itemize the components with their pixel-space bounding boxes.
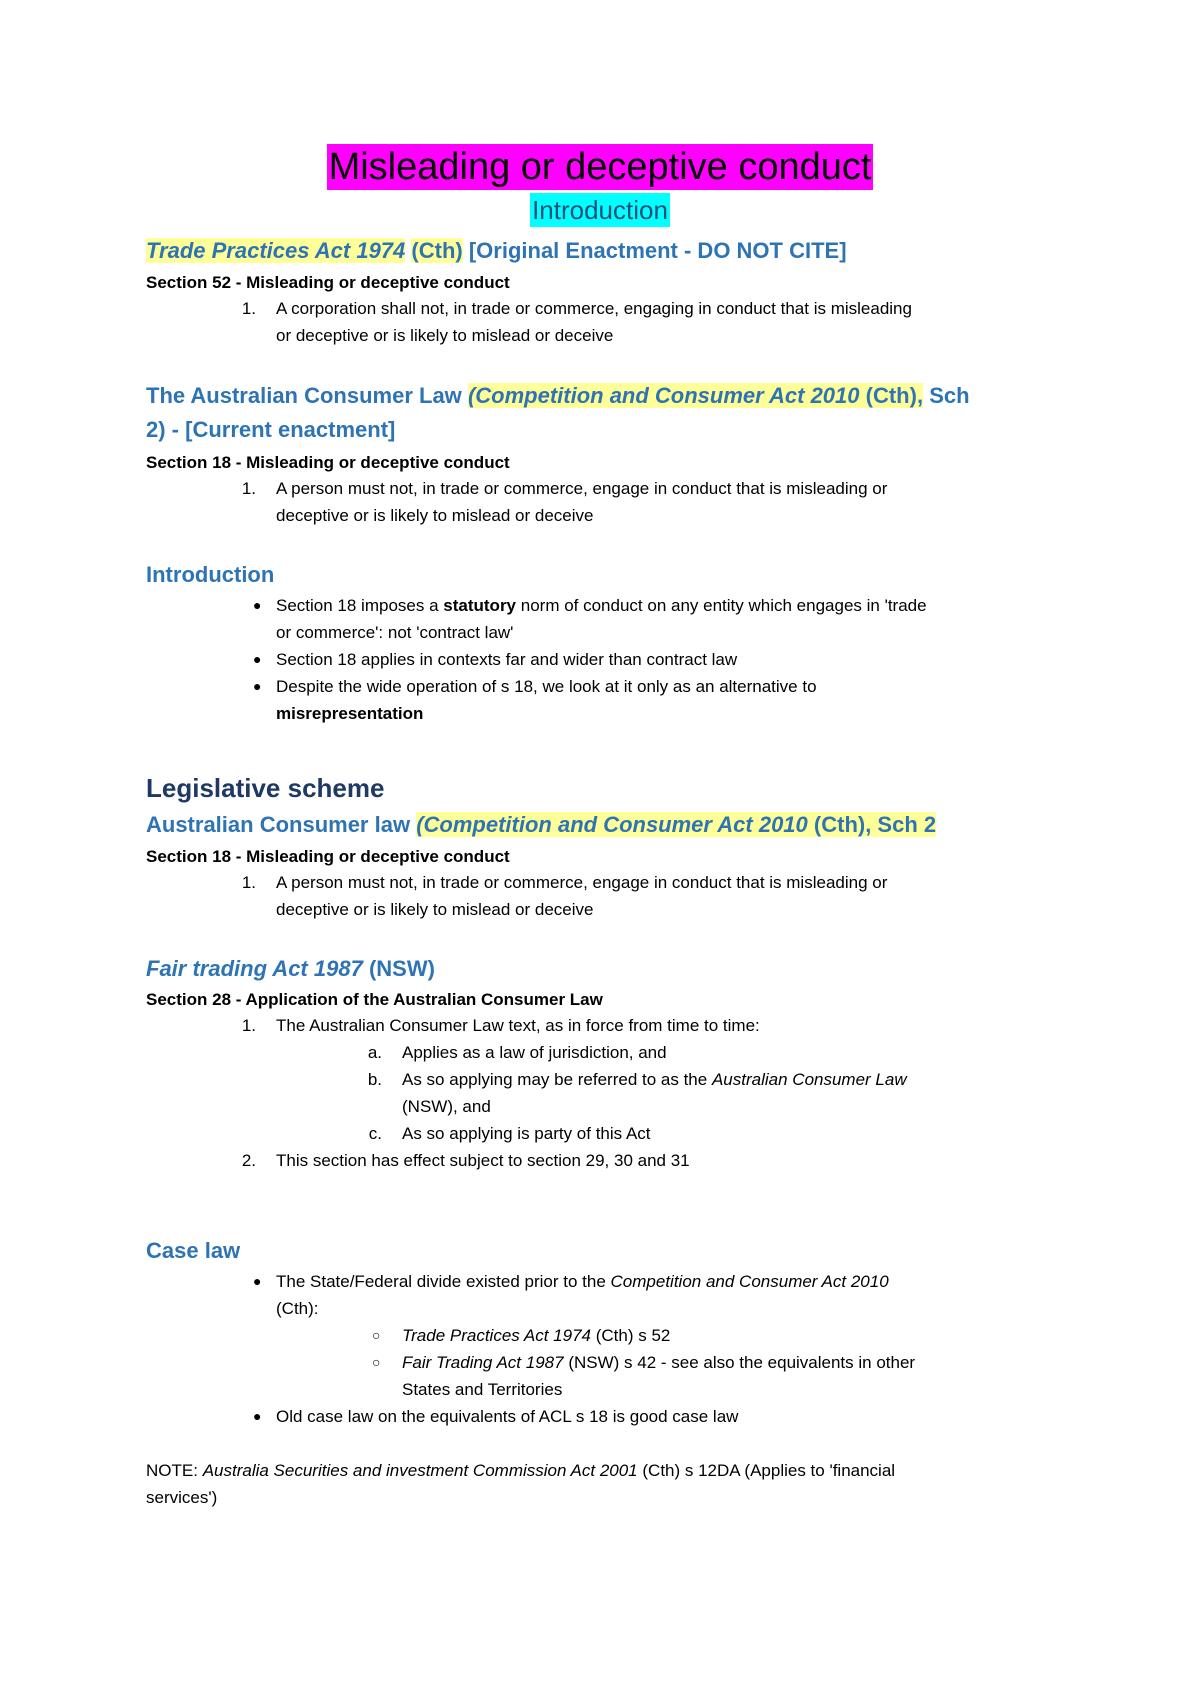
intro-bullet-1-line2: or commerce': not 'contract law': [276, 623, 514, 642]
fta-n2-text: This section has effect subject to section 29, 30 and 31: [276, 1151, 690, 1170]
leg-item-num: 1.: [241, 873, 256, 892]
acl-item-line1: A person must not, in trade or commerce, engage in conduct that is misleading or: [276, 479, 888, 498]
tpa-act: Trade Practices Act 1974: [146, 238, 406, 263]
leg-acl-juris: (Cth), Sch 2: [813, 812, 937, 837]
intro-bullet-1: [276, 592, 927, 619]
fta-juris: (NSW): [368, 956, 435, 981]
caselaw-s2-italic: Fair Trading Act 1987: [402, 1353, 564, 1372]
tpa-item-line2: or deceptive or is likely to mislead or deceive: [276, 326, 614, 345]
acl-item-line2: deceptive or is likely to mislead or deceive: [276, 506, 594, 525]
caselaw-bullet-1: [276, 1268, 889, 1295]
fta-b-text: [402, 1066, 907, 1093]
fta-b-italic: Australian Consumer Law: [711, 1070, 907, 1089]
acl-heading: [146, 380, 970, 412]
caselaw-b1-pre: The State/Federal divide existed prior to the: [276, 1272, 606, 1291]
acl-prefix: The Australian Consumer Law: [146, 383, 462, 408]
fta-a-label: a.: [367, 1043, 382, 1062]
acl-section: Section 18 - Misleading or deceptive conduct: [146, 453, 510, 472]
introduction-heading: Introduction: [146, 562, 275, 587]
caselaw-s1-post: (Cth) s 52: [595, 1326, 671, 1345]
fta-n2: 2.: [241, 1151, 256, 1170]
caselaw-s1-italic: Trade Practices Act 1974: [402, 1326, 591, 1345]
circle-bullet-icon: ○: [372, 1354, 381, 1370]
fta-act: Fair trading Act 1987: [146, 956, 363, 981]
intro-heading: Introduction: [532, 195, 668, 225]
caselaw-heading: Case law: [146, 1238, 241, 1263]
tpa-item-line1: A corporation shall not, in trade or commerce, engaging in conduct that is misleading: [276, 299, 912, 318]
tpa-note: [Original Enactment - DO NOT CITE]: [468, 238, 847, 263]
legislative-heading: Legislative scheme: [146, 773, 385, 803]
fta-b-line2: (NSW), and: [402, 1097, 491, 1116]
acl-juris: (Cth),: [865, 383, 924, 408]
bullet-icon: ●: [253, 597, 262, 613]
leg-item-line2: deceptive or is likely to mislead or deceive: [276, 900, 594, 919]
note-post: (Cth) s 12DA (Applies to 'financial: [642, 1461, 896, 1480]
bullet-icon: ●: [253, 1408, 262, 1424]
leg-acl-act: (Competition and Consumer Act 2010: [416, 812, 808, 837]
caselaw-b1-italic: Competition and Consumer Act 2010: [610, 1272, 889, 1291]
fta-b-pre: As so applying may be referred to as the: [402, 1070, 708, 1089]
tpa-item-num: 1.: [241, 299, 256, 318]
intro-bullet-3-line2: misrepresentation: [276, 704, 424, 723]
caselaw-s2-post: (NSW) s 42 - see also the equivalents in other: [568, 1353, 916, 1372]
caselaw-bullet-2: Old case law on the equivalents of ACL s 18 is good case law: [276, 1407, 739, 1426]
intro-bullet-3: Despite the wide operation of s 18, we look at it only as an alternative to: [276, 677, 817, 696]
leg-item-line1: A person must not, in trade or commerce, engage in conduct that is misleading or: [276, 873, 888, 892]
page-title: Misleading or deceptive conduct: [328, 146, 872, 188]
tpa-juris: (Cth): [411, 238, 463, 263]
fta-c-label: c.: [368, 1124, 382, 1143]
acl-sch: Sch: [929, 383, 970, 408]
caselaw-sub-2-line2: States and Territories: [402, 1380, 563, 1399]
fta-a-text: Applies as a law of jurisdiction, and: [402, 1043, 667, 1062]
fta-c-text: As so applying is party of this Act: [402, 1124, 651, 1143]
intro-b1-pre: Section 18 imposes a: [276, 596, 439, 615]
bullet-icon: ●: [253, 651, 262, 667]
acl-heading-line2: 2) - [Current enactment]: [146, 417, 396, 442]
title-block: [0, 144, 1200, 190]
bullet-icon: ●: [253, 678, 262, 694]
fta-heading: [146, 953, 435, 985]
intro-b1-post: norm of conduct on any entity which engages in 'trade: [520, 596, 927, 615]
note-act: Australia Securities and investment Commission Act 2001: [202, 1461, 638, 1480]
caselaw-bullet-1-line2: (Cth):: [276, 1299, 319, 1318]
intro-bullet-2: Section 18 applies in contexts far and wider than contract law: [276, 650, 738, 669]
note-line1: [146, 1457, 895, 1484]
intro-b1-bold: statutory: [443, 596, 517, 615]
fta-b-label: b.: [367, 1070, 382, 1089]
tpa-section: Section 52 - Misleading or deceptive conduct: [146, 273, 510, 292]
leg-section: Section 18 - Misleading or deceptive conduct: [146, 847, 510, 866]
fta-section: Section 28 - Application of the Australian Consumer Law: [146, 990, 603, 1009]
caselaw-sub-2: [402, 1349, 915, 1376]
acl-item-num: 1.: [241, 479, 256, 498]
intro-heading-block: [0, 193, 1200, 227]
acl-act: (Competition and Consumer Act 2010: [467, 383, 860, 408]
note-line2: services'): [146, 1488, 218, 1507]
note-label: NOTE:: [146, 1461, 198, 1480]
bullet-icon: ●: [253, 1273, 262, 1289]
leg-acl-prefix: Australian Consumer law: [146, 812, 411, 837]
leg-acl-heading: [146, 809, 936, 841]
fta-n1-text: The Australian Consumer Law text, as in force from time to time:: [276, 1016, 760, 1035]
fta-n1: 1.: [241, 1016, 256, 1035]
caselaw-sub-1: [402, 1322, 670, 1349]
circle-bullet-icon: ○: [372, 1327, 381, 1343]
tpa-heading: [146, 235, 847, 267]
